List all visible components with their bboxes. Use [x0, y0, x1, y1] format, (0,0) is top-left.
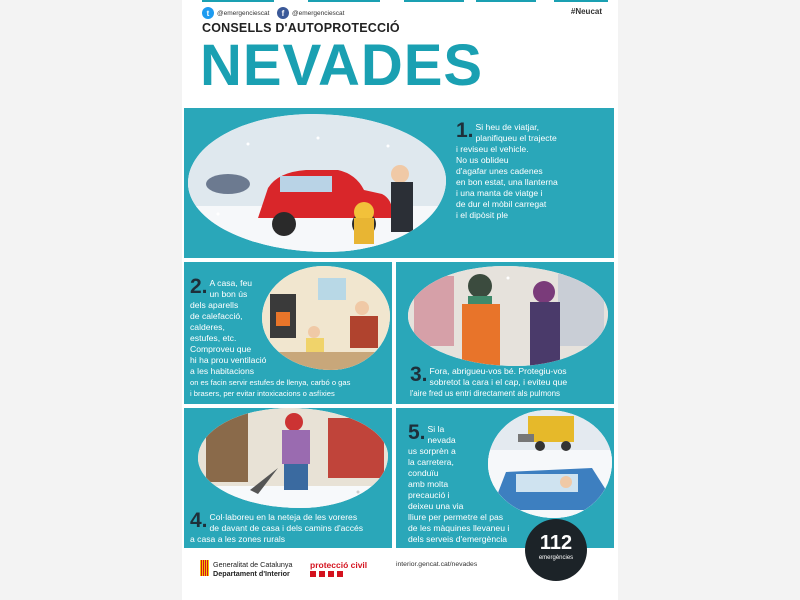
- tip-number-1: 1.: [456, 119, 474, 142]
- tip-number-2: 2.: [190, 275, 208, 298]
- tip-panel-2: [184, 262, 392, 404]
- website-link[interactable]: interior.gencat.cat/nevades: [396, 561, 478, 568]
- tip-text-1: 1. Si heu de viatjar, planifiqueu el trajecte i reviseu el vehicle. No us oblideu d'agafar unes cadenes en bon estat, una llanterna i una manta de viatge i de dur el mòbil carregat i el dipòsit ple: [456, 119, 558, 220]
- poster-subtitle: CONSELLS D'AUTOPROTECCIÓ: [202, 21, 400, 35]
- poster-title: NEVADES: [200, 33, 484, 98]
- tip-text-5: 5. Si la nevada us sorprèn a la carretera, conduïu amb molta precaució i deixeu una via lliure per permetre el pas de les màquines llevaneu i dels serveis d'emergència: [408, 421, 510, 544]
- senyera-icon: [200, 560, 209, 576]
- facebook-handle[interactable]: f @emergenciescat: [277, 6, 344, 20]
- tip-panel-4: [184, 408, 392, 548]
- twitter-icon: t: [202, 7, 214, 19]
- shoveling-snow-illustration: [198, 408, 388, 508]
- tip-panel-5: [396, 408, 614, 548]
- twitter-handle[interactable]: t @emergenciescat: [202, 6, 269, 20]
- footer: [182, 548, 618, 600]
- proteccio-civil-logo: protecció civil: [310, 560, 368, 570]
- tip-panel-3: [396, 262, 614, 404]
- tip-panel-1: [184, 108, 614, 258]
- emergency-label: emergències: [538, 555, 574, 561]
- car-snow-illustration: [188, 114, 446, 252]
- warm-clothes-illustration: [408, 266, 608, 366]
- emergency-number: 112: [539, 532, 573, 554]
- tip-text-2: 2. A casa, feu un bon ús dels aparells de calefacció, calderes, estufes, etc. Comproveu que hi ha prou ventilació a les habitacions on es facin servir estufes de llenya, carbó o gas i brasers, per evitar intoxicacions o asfíxies: [190, 275, 351, 398]
- tip-number-3: 3.: [410, 363, 428, 386]
- top-tabs: [182, 0, 618, 2]
- tip-text-4: 4. Col·laboreu en la neteja de les voreres de davant de casa i dels camins d'accés a casa a les zones rurals: [190, 509, 364, 544]
- facebook-icon: f: [277, 7, 289, 19]
- hashtag: #Neucat: [570, 7, 602, 16]
- proteccio-civil-squares: [310, 571, 343, 577]
- poster: [182, 0, 618, 600]
- tip-number-4: 4.: [190, 509, 208, 532]
- generalitat-logo: Generalitat de Catalunya Departament d'Interior: [200, 560, 293, 578]
- tip-number-5: 5.: [408, 421, 426, 444]
- tip-text-3: 3. Fora, abrigueu-vos bé. Protegiu-vos sobretot la cara i el cap, i eviteu que l'aire fred us entri directament als pulmons: [410, 363, 568, 398]
